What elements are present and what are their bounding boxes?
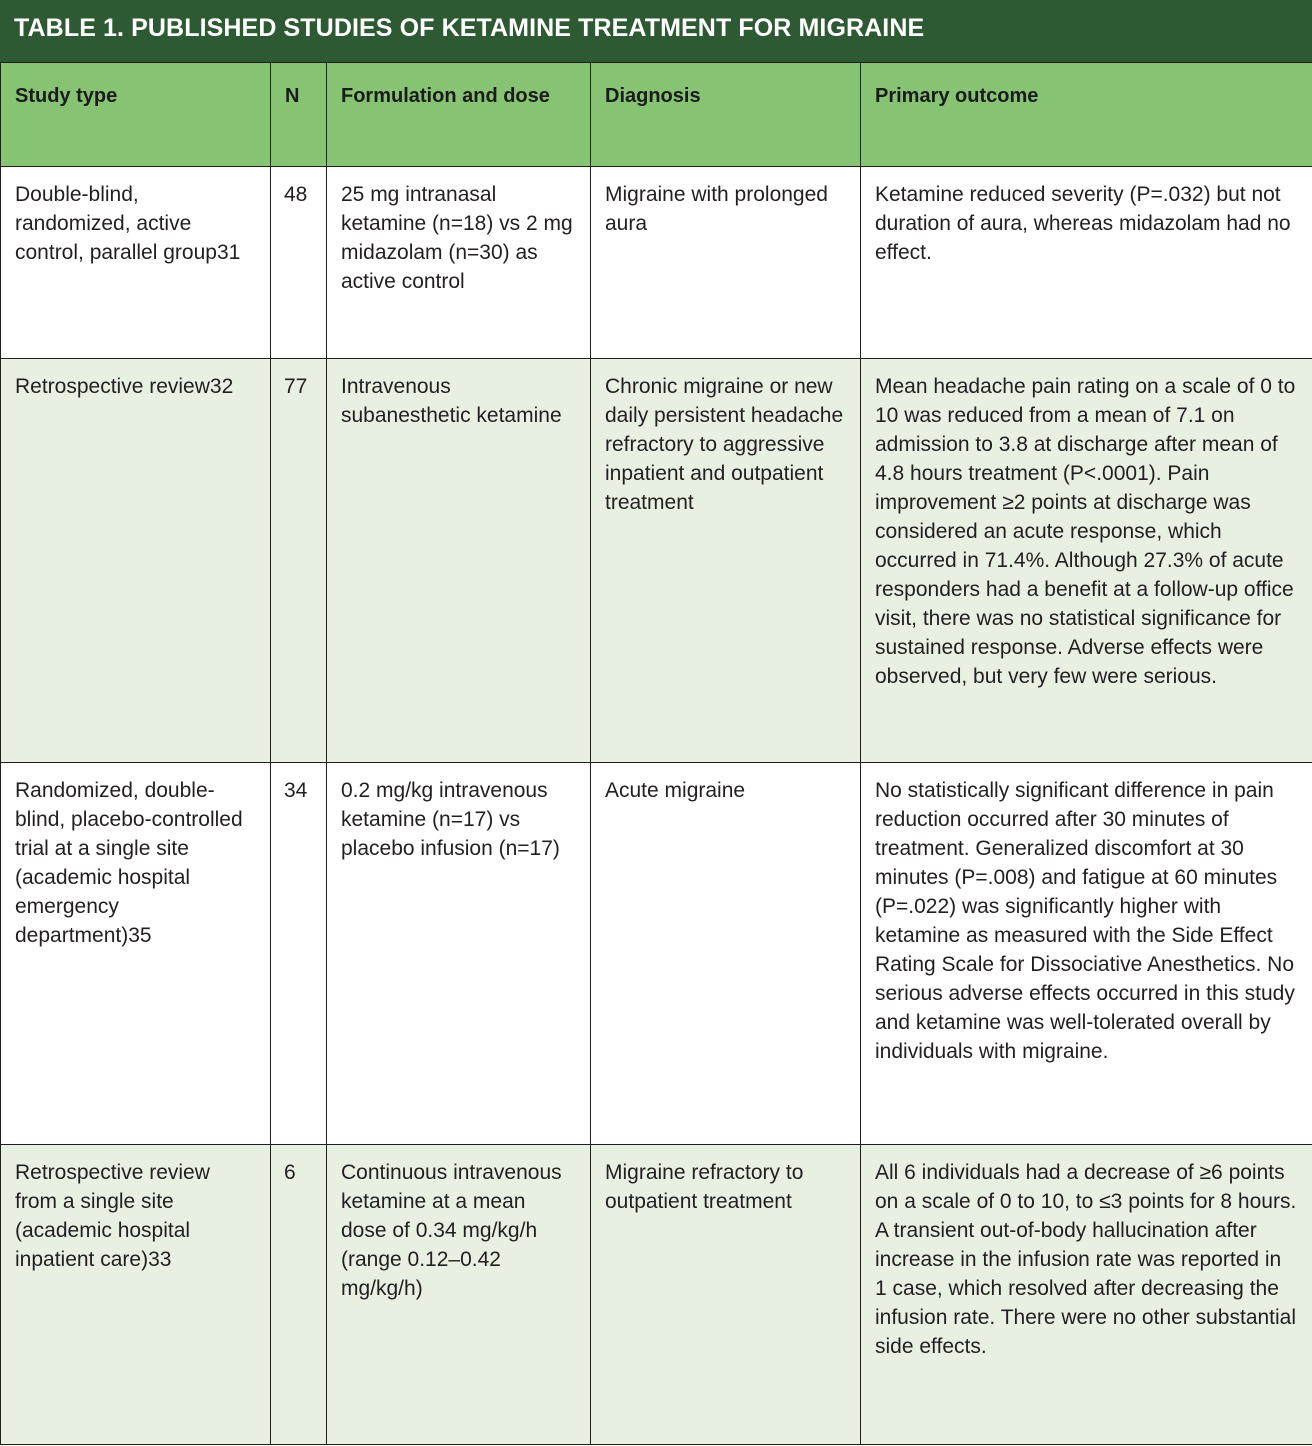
column-header-diagnosis: Diagnosis — [591, 63, 861, 167]
cell-study-type: Double-blind, randomized, active control, parallel group31 — [1, 167, 271, 359]
table-header-row — [1, 63, 1312, 167]
cell-diagnosis: Migraine with prolonged aura — [591, 167, 861, 359]
table-row — [1, 763, 1312, 1145]
cell-formulation: Continuous intravenous ketamine at a mean dose of 0.34 mg/kg/h (range 0.12–0.42 mg/kg/h) — [327, 1145, 591, 1445]
cell-diagnosis: Migraine refractory to outpatient treatment — [591, 1145, 861, 1445]
cell-n: 6 — [271, 1145, 327, 1445]
cell-study-type: Retrospective review from a single site (academic hospital inpatient care)33 — [1, 1145, 271, 1445]
cell-primary-outcome: No statistically significant difference in pain reduction occurred after 30 minutes of treatment. Generalized discomfort at 30 minutes (P=.008) and fatigue at 60 minutes (P=.022) was significantly higher with ketamine as measured with the Side Effect Rating Scale for Dissociative Anesthetics. No serious adverse effects occurred in this study and ketamine was well-tolerated overall by individuals with migraine. — [861, 763, 1312, 1145]
column-header-n: N — [271, 63, 327, 167]
column-header-formulation-and-dose: Formulation and dose — [327, 63, 591, 167]
cell-diagnosis: Chronic migraine or new daily persistent headache refractory to aggressive inpatient and outpatient treatment — [591, 359, 861, 763]
table-row — [1, 167, 1312, 359]
cell-study-type: Retrospective review32 — [1, 359, 271, 763]
cell-n: 34 — [271, 763, 327, 1145]
table-row — [1, 1145, 1312, 1445]
table-row — [1, 359, 1312, 763]
cell-formulation: 0.2 mg/kg intravenous ketamine (n=17) vs placebo infusion (n=17) — [327, 763, 591, 1145]
cell-n: 48 — [271, 167, 327, 359]
cell-study-type: Randomized, double-blind, placebo-controlled trial at a single site (academic hospital emergency department)35 — [1, 763, 271, 1145]
cell-primary-outcome: Mean headache pain rating on a scale of 0 to 10 was reduced from a mean of 7.1 on admission to 3.8 at discharge after mean of 4.8 hours treatment (P<.0001). Pain improvement ≥2 points at discharge was considered an acute response, which occurred in 71.4%. Although 27.3% of acute responders had a benefit at a follow-up office visit, there was no statistical significance for sustained response. Adverse effects were observed, but very few were serious. — [861, 359, 1312, 763]
cell-primary-outcome: All 6 individuals had a decrease of ≥6 points on a scale of 0 to 10, to ≤3 points for 8 hours. A transient out-of-body hallucination after increase in the infusion rate was reported in 1 case, which resolved after decreasing the infusion rate. There were no other substantial side effects. — [861, 1145, 1312, 1445]
cell-primary-outcome: Ketamine reduced severity (P=.032) but not duration of aura, whereas midazolam had no effect. — [861, 167, 1312, 359]
column-header-study-type: Study type — [1, 63, 271, 167]
table-body — [1, 167, 1312, 1445]
cell-n: 77 — [271, 359, 327, 763]
published-studies-table — [0, 62, 1312, 1445]
cell-formulation: Intravenous subanesthetic ketamine — [327, 359, 591, 763]
table-title: TABLE 1. PUBLISHED STUDIES OF KETAMINE TREATMENT FOR MIGRAINE — [0, 0, 1312, 62]
table-header — [1, 63, 1312, 167]
cell-formulation: 25 mg intranasal ketamine (n=18) vs 2 mg midazolam (n=30) as active control — [327, 167, 591, 359]
column-header-primary-outcome: Primary outcome — [861, 63, 1312, 167]
cell-diagnosis: Acute migraine — [591, 763, 861, 1145]
